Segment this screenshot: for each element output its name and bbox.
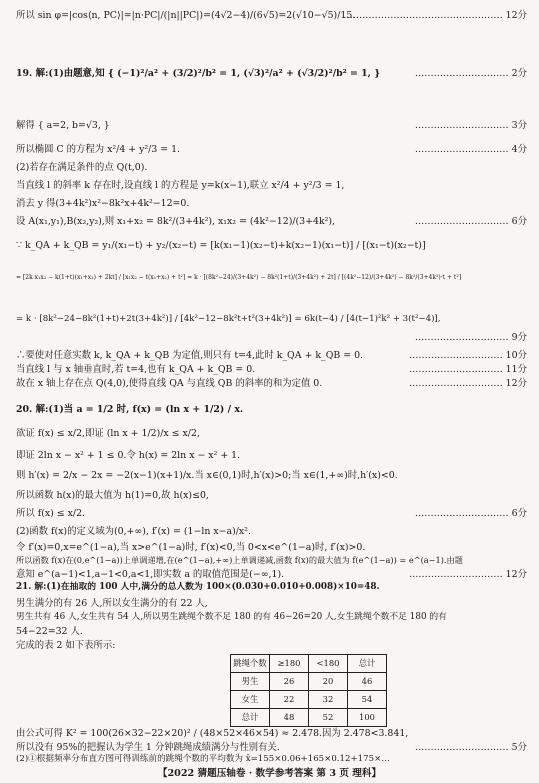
line: 男生满分的有 26 人,所以女生满分的有 22 人, <box>16 598 208 609</box>
score: ………………………… 11分 <box>408 364 527 375</box>
line: 所以函数 h(x)的最大值为 h(1)=0,故 h(x)≤0, <box>16 490 209 501</box>
line: 21. 解:(1)在抽取的 100 人中,满分的总人数为 100×(0.030+0.010+0.008)×10=48. <box>16 582 380 592</box>
line: (2)①根据频率分布直方图可得训练前的跳绳个数的平均数为 x̄=155×0.06+165×0.12+175×… <box>16 754 390 764</box>
line: 54−22=32 人. <box>16 626 83 637</box>
line: 故在 x 轴上存在点 Q(4,0),使得直线 QA 与直线 QB 的斜率的和为定值 0. <box>16 378 323 389</box>
page-footer: 【2022 猜题压轴卷 · 数学参考答案 第 3 页 理科】 <box>157 768 382 779</box>
line: 消去 y 得(3+4k²)x²−8k²x+4k²−12=0. <box>16 198 190 209</box>
line: 19. 解:(1)由题意,知 { (−1)²/a² + (3/2)²/b² = 1, (√3)²/a² + (√3/2)²/b² = 1, } <box>16 68 381 79</box>
line: 即证 2ln x − x² + 1 ≤ 0.令 h(x) = 2ln x − x² + 1. <box>16 450 241 461</box>
table-cell: 22 <box>270 691 309 709</box>
table-header-cell: 总计 <box>348 655 387 673</box>
line: 所以 sin φ=|cos⟨n, PC⟩|=|n·PC|/(|n||PC|)=(4√2−4)/(6√5)=2(√10−√5)/15. <box>16 10 356 21</box>
line: 令 f′(x)=0,x=e^(1−a),当 x>e^(1−a)时, f′(x)<0,当 0<x<e^(1−a)时, f′(x)>0. <box>16 542 366 553</box>
line: 解得 { a=2, b=√3, } <box>16 120 110 131</box>
score: ………………………… 12分 <box>408 378 527 389</box>
score: ………………………… 5分 <box>414 742 527 753</box>
score: ………………………… 10分 <box>408 350 527 361</box>
table-cell: 总计 <box>231 709 270 727</box>
line: (2)函数 f(x)的定义域为(0,+∞), f′(x) = (1−ln x−a)/x². <box>16 526 251 537</box>
table-cell: 26 <box>270 673 309 691</box>
table-cell: 20 <box>309 673 348 691</box>
table-cell: 46 <box>348 673 387 691</box>
line: ∴要使对任意实数 k, k_QA + k_QB 为定值,则只有 t=4,此时 k_QA + k_QB = 0. <box>16 350 364 361</box>
line: 当直线 l 与 x 轴垂直时,若 t=4,也有 k_QA + k_QB = 0. <box>16 364 256 375</box>
line: 完成的表 2 如下表所示: <box>16 640 116 651</box>
line: 所以椭圆 C 的方程为 x²/4 + y²/3 = 1. <box>16 144 181 155</box>
line: = [2k x₁x₂ − k(1+t)(x₁+x₂) + 2kt] / [x₁x₂ − t(x₁+x₂) + t²] = k · [(8k²−24)/(3+4k²) − 8k²(1+t)/(3+4k²) + 2t] / [(4k²−12)/(3+4k²) − 8k²/(3+4k²)·t + t²] <box>16 274 462 281</box>
score: ………………………… 6分 <box>414 508 527 519</box>
table-row <box>231 673 387 691</box>
line: 所以 f(x) ≤ x/2. <box>16 508 86 519</box>
line: 由公式可得 K² = 100(26×32−22×20)² / (48×52×46×54) ≈ 2.478.因为 2.478<3.841, <box>16 728 409 739</box>
line: 男生共有 46 人,女生共有 54 人,所以男生跳绳个数不足 180 的有 46−26=20 人,女生跳绳个数不足 180 的有 <box>16 612 447 622</box>
contingency-table <box>230 654 387 727</box>
table-cell: 48 <box>270 709 309 727</box>
line: 设 A(x₁,y₁),B(x₂,y₂),则 x₁+x₂ = 8k²/(3+4k²), x₁x₂ = (4k²−12)/(3+4k²), <box>16 216 336 227</box>
line: ∵ k_QA + k_QB = y₁/(x₁−t) + y₂/(x₂−t) = [k(x₁−1)(x₂−t)+k(x₂−1)(x₁−t)] / [(x₁−t)(x₂−t)] <box>16 240 426 251</box>
line: 20. 解:(1)当 a = 1/2 时, f(x) = (ln x + 1/2) / x. <box>16 404 244 415</box>
score: ………………………… 9分 <box>414 332 527 343</box>
table-cell: 100 <box>348 709 387 727</box>
table-row <box>231 709 387 727</box>
line: 所以没有 95%的把握认为学生 1 分钟跳绳成绩满分与性别有关. <box>16 742 280 753</box>
score: ………………………… 6分 <box>414 216 527 227</box>
line: 欲证 f(x) ≤ x/2,即证 (ln x + 1/2)/x ≤ x/2, <box>16 428 200 439</box>
table-header-cell: ≥180 <box>270 655 309 673</box>
score: …………………………………………… 12分 <box>343 10 527 21</box>
score: ………………………… 4分 <box>414 144 527 155</box>
table-row <box>231 691 387 709</box>
line: = k · [8k²−24−8k²(1+t)+2t(3+4k²)] / [4k²−12−8k²t+t²(3+4k²)] = 6k(t−4) / [4(t−1)²k² + 3(t²−4)], <box>16 314 441 324</box>
table-cell: 男生 <box>231 673 270 691</box>
line: 则 h′(x) = 2/x − 2x = −2(x−1)(x+1)/x.当 x∈(0,1)时,h′(x)>0;当 x∈(1,+∞)时,h′(x)<0. <box>16 470 398 481</box>
line: 当直线 l 的斜率 k 存在时,设直线 l 的方程是 y=k(x−1),联立 x²/4 + y²/3 = 1, <box>16 180 345 191</box>
table-header-row <box>231 655 387 673</box>
table-cell: 54 <box>348 691 387 709</box>
table-cell: 52 <box>309 709 348 727</box>
score: ………………………… 2分 <box>414 68 527 79</box>
line: 所以函数 f(x)在(0,e^(1−a))上单调递增,在(e^(1−a),+∞)上单调递减,函数 f(x)的最大值为 f(e^(1−a)) = e^(a−1).由题 <box>16 555 463 565</box>
line: (2)若存在满足条件的点 Q(t,0). <box>16 162 148 173</box>
table-cell: 32 <box>309 691 348 709</box>
line: 意知 e^(a−1)<1,a−1<0,a<1,即实数 a 的取值范围是(−∞,1). <box>16 569 285 580</box>
table-header-cell: <180 <box>309 655 348 673</box>
score: ………………………… 12分 <box>408 569 527 580</box>
score: ………………………… 3分 <box>414 120 527 131</box>
table-header-cell: 跳绳个数 <box>231 655 270 673</box>
table-cell: 女生 <box>231 691 270 709</box>
